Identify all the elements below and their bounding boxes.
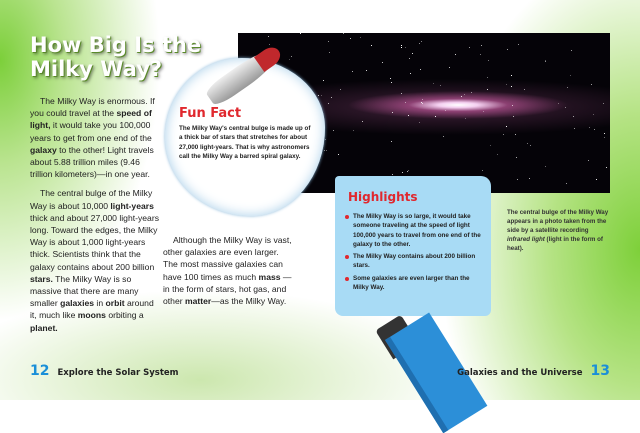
star — [512, 105, 513, 106]
body-text: around it, much like — [30, 298, 154, 321]
star — [422, 103, 423, 104]
star — [574, 128, 575, 129]
glossary-term: speed of light, — [30, 108, 152, 131]
star — [480, 54, 481, 55]
body-text: to the other! Light travels about 5.88 trillion miles (9.46 trillion kilometers)—in one year. — [30, 144, 154, 180]
star — [471, 92, 472, 93]
star — [487, 77, 488, 78]
star — [390, 78, 391, 79]
star — [506, 126, 507, 127]
star — [515, 134, 516, 135]
star — [289, 59, 290, 60]
glossary-term: matter — [184, 296, 212, 307]
glossary-term: moons — [77, 310, 106, 321]
star — [571, 50, 572, 51]
body-text: —as the Milky Way. — [211, 296, 287, 307]
star — [433, 83, 434, 84]
star — [483, 111, 484, 112]
star — [435, 116, 436, 117]
star — [588, 160, 589, 161]
body-column-2 — [163, 234, 295, 314]
star — [506, 84, 507, 85]
star — [401, 45, 402, 46]
paragraph — [163, 234, 295, 307]
star — [382, 62, 383, 63]
star — [545, 166, 546, 167]
star — [596, 179, 597, 180]
footer-left — [30, 363, 179, 379]
fun-fact-title: Fun Fact — [179, 106, 242, 121]
star — [488, 60, 489, 61]
body-text: Although the Milky Way is vast, other galaxies are even larger. The most massive galaxies can have 100 times as much — [163, 235, 292, 282]
star — [343, 33, 344, 34]
glossary-term: light-years — [110, 200, 154, 211]
star — [408, 170, 409, 171]
star — [409, 58, 410, 59]
star — [604, 137, 605, 138]
star — [524, 89, 525, 90]
star — [401, 93, 402, 94]
star — [269, 44, 270, 45]
star — [503, 134, 504, 135]
star — [360, 37, 361, 38]
glossary-term: galaxies — [60, 298, 95, 309]
star — [371, 45, 372, 46]
star — [603, 103, 604, 104]
star — [464, 94, 465, 95]
star — [407, 171, 408, 172]
star — [443, 136, 444, 137]
star — [604, 133, 605, 134]
star — [527, 143, 528, 144]
star — [558, 103, 559, 104]
body-text: The Milky Way is so massive that there are many smaller — [30, 273, 139, 309]
star — [440, 85, 441, 86]
glossary-term: mass — [258, 271, 281, 282]
star — [405, 47, 406, 48]
body-text: —in the form of stars, hot gas, and other — [163, 271, 292, 307]
star — [392, 112, 393, 113]
emphasis-text: infrared light — [507, 236, 545, 243]
star — [482, 170, 483, 171]
star — [366, 70, 367, 71]
page-number: 13 — [590, 363, 610, 379]
highlights-title: Highlights — [348, 190, 418, 204]
star — [469, 47, 470, 48]
star — [497, 154, 498, 155]
star — [461, 96, 462, 97]
star — [321, 95, 322, 96]
star — [408, 115, 409, 116]
fun-fact-text: The Milky Way's central bulge is made up of a thick bar of stars that stretches for about 27,000 light-years. That is why astronomers call the Milky Way a barred spiral galaxy. — [179, 125, 311, 160]
star — [362, 121, 363, 122]
star — [481, 45, 482, 46]
star — [268, 36, 269, 37]
body-column-1 — [30, 95, 162, 341]
star — [324, 150, 325, 151]
star — [529, 178, 530, 179]
star — [405, 102, 406, 103]
body-text: The Milky Way is enormous. If you could travel at the — [30, 96, 155, 119]
star — [518, 44, 519, 45]
star — [593, 114, 594, 115]
star — [353, 130, 354, 131]
glossary-term: galaxy — [30, 144, 57, 155]
star — [340, 89, 341, 90]
star — [507, 49, 508, 50]
star — [419, 43, 420, 44]
paragraph — [30, 187, 162, 333]
star — [412, 53, 413, 54]
star — [291, 56, 292, 57]
star — [570, 75, 571, 76]
running-footer: Explore the Solar System — [57, 368, 179, 378]
photo-caption — [507, 208, 612, 253]
star — [565, 107, 566, 108]
body-text: it would take you 100,000 years to get from one end of the — [30, 120, 152, 143]
star — [594, 129, 595, 130]
star — [530, 145, 531, 146]
page-title: How Big Is the Milky Way? — [30, 33, 202, 81]
star — [326, 150, 327, 151]
star — [352, 71, 353, 72]
star — [338, 154, 339, 155]
star — [333, 130, 334, 131]
glossary-term: stars. — [30, 273, 53, 284]
star — [300, 33, 301, 34]
star — [318, 95, 319, 96]
body-text: thick and about 27,000 light-years long. Toward the edges, the Milky Way is about 1,000 light-years thick. Scientists think that the galaxy contains about 200 billion — [30, 212, 159, 272]
highlight-item: The Milky Way is so large, it would take someone traveling at the speed of light 100,000 years to travel from one end of the galaxy to the other. — [345, 212, 485, 249]
star — [487, 89, 488, 90]
body-text: orbiting a — [105, 310, 144, 321]
star — [328, 41, 329, 42]
star — [490, 145, 491, 146]
body-text: in — [94, 298, 106, 309]
highlight-item: Some galaxies are even larger than the Milky Way. — [345, 274, 485, 293]
star — [323, 80, 324, 81]
star — [567, 87, 568, 88]
page-number: 12 — [30, 363, 50, 379]
star — [401, 47, 402, 48]
star — [328, 103, 329, 104]
star — [350, 38, 351, 39]
star — [517, 179, 518, 180]
star — [511, 86, 512, 87]
star — [329, 52, 330, 53]
body-text: The central bulge of the Milky Way appears in a photo taken from the side by a satellite recording — [507, 209, 609, 234]
star — [420, 69, 421, 70]
star — [419, 122, 420, 123]
star — [455, 54, 456, 55]
star — [391, 141, 392, 142]
highlight-item: The Milky Way contains about 200 billion stars. — [345, 252, 485, 271]
paragraph — [30, 95, 162, 180]
star — [331, 97, 332, 98]
body-text: (light in the form of heat). — [507, 236, 603, 252]
glossary-term: planet. — [30, 322, 58, 333]
body-text: The central bulge of the Milky Way is about 10,000 — [30, 188, 153, 211]
star — [566, 183, 567, 184]
star — [422, 99, 423, 100]
star — [421, 41, 422, 42]
star — [325, 139, 326, 140]
star — [573, 116, 574, 117]
footer-right — [457, 363, 610, 379]
running-footer: Galaxies and the Universe — [457, 368, 583, 378]
star — [513, 116, 514, 117]
star — [445, 110, 446, 111]
star — [410, 73, 411, 74]
star — [449, 67, 450, 68]
star — [465, 118, 466, 119]
star — [516, 157, 517, 158]
glossary-term: orbit — [105, 298, 125, 309]
star — [511, 75, 512, 76]
star — [589, 127, 590, 128]
star — [402, 172, 403, 173]
star — [391, 82, 392, 83]
star — [545, 61, 546, 62]
star — [606, 167, 607, 168]
star — [591, 84, 592, 85]
